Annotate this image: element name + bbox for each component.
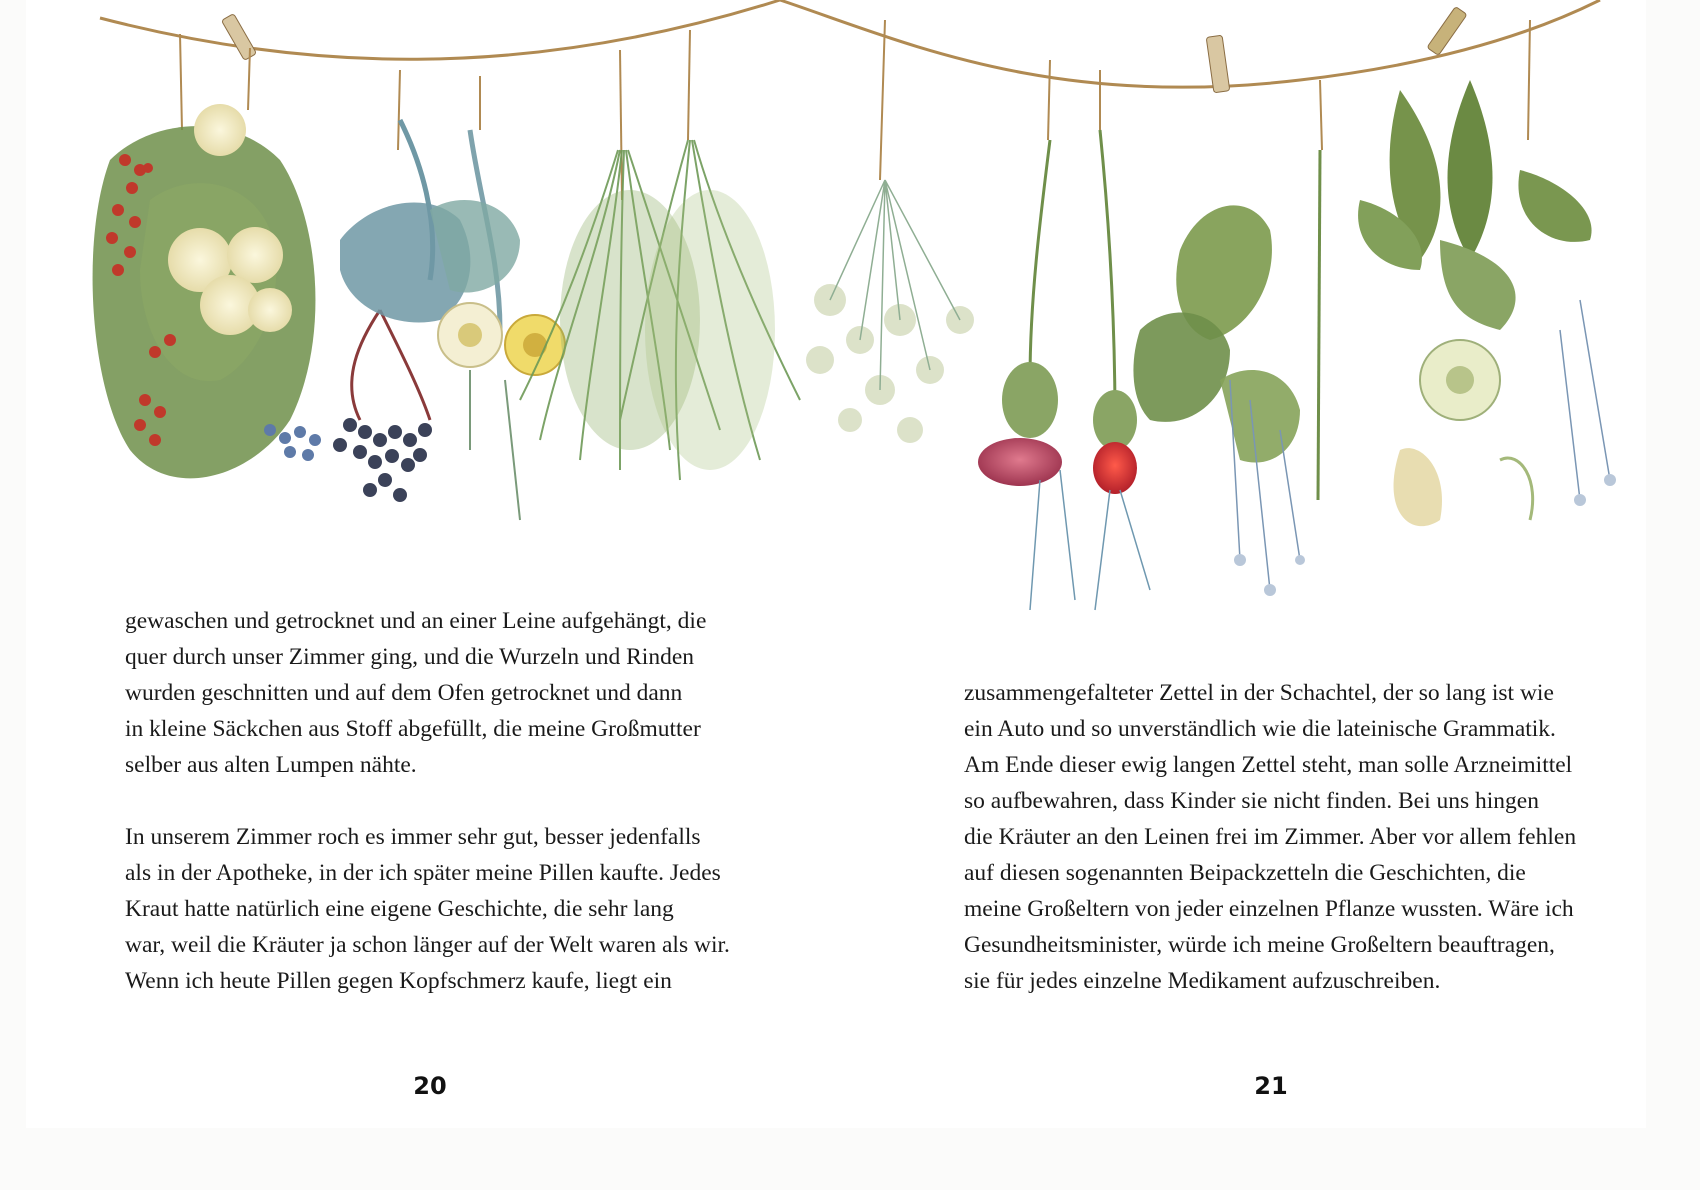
text-line: als in der Apotheke, in der ich später meine Pillen kaufte. Jedes xyxy=(125,860,721,886)
nettle-bundle xyxy=(1133,150,1320,500)
text-line: die Kräuter an den Leinen frei im Zimmer. Aber vor allem fehlen xyxy=(964,824,1577,850)
text-line: in kleine Säckchen aus Stoff abgefüllt, die meine Großmutter xyxy=(125,716,701,742)
chamomile-flowers xyxy=(438,303,565,520)
hawthorn-bundle xyxy=(93,104,316,478)
text-line: Kraut hatte natürlich eine eigene Geschichte, die sehr lang xyxy=(125,896,674,922)
clothespin-icon xyxy=(221,7,1467,93)
text-line: so aufbewahren, dass Kinder sie nicht finden. Bei uns hingen xyxy=(964,788,1539,814)
text-line: war, weil die Kräuter ja schon länger auf der Welt waren als wir. xyxy=(125,932,730,958)
text-line: Gesundheitsminister, würde ich meine Großeltern beauftragen, xyxy=(964,932,1555,958)
text-line: In unserem Zimmer roch es immer sehr gut, besser jedenfalls xyxy=(125,824,701,850)
left-page-text xyxy=(125,603,730,999)
clothesline-string xyxy=(100,0,1600,87)
text-line: selber aus alten Lumpen nähte. xyxy=(125,752,417,778)
comfrey-bundle xyxy=(1358,80,1591,526)
page-number-right: 21 xyxy=(1254,1072,1288,1100)
text-line: gewaschen und getrocknet und an einer Leine aufgehängt, die xyxy=(125,608,707,634)
right-page-text xyxy=(964,675,1576,999)
text-line: zusammengefalteter Zettel in der Schachtel, der so lang ist wie xyxy=(964,680,1554,706)
lady-mantle-bundle xyxy=(340,120,520,330)
text-line: meine Großeltern von jeder einzelnen Pflanze wussten. Wäre ich xyxy=(964,896,1574,922)
text-line: sie für jedes einzelne Medikament aufzuschreiben. xyxy=(964,968,1441,994)
text-line: auf diesen sogenannten Beipackzetteln die Geschichten, die xyxy=(964,860,1526,886)
text-line: ein Auto und so unverständlich wie die lateinische Grammatik. xyxy=(964,716,1556,742)
page-number-left: 20 xyxy=(413,1072,447,1100)
text-line: Am Ende dieser ewig langen Zettel steht, man solle Arzneimittel xyxy=(964,752,1573,778)
paragraph-gap xyxy=(125,783,730,819)
thistle-flowers xyxy=(978,130,1150,610)
text-line: wurden geschnitten und auf dem Ofen getrocknet und dann xyxy=(125,680,683,706)
yarrow-bundle xyxy=(806,284,974,443)
text-line: Wenn ich heute Pillen gegen Kopfschmerz kaufe, liegt ein xyxy=(125,968,672,994)
text-line: quer durch unser Zimmer ging, und die Wurzeln und Rinden xyxy=(125,644,695,670)
